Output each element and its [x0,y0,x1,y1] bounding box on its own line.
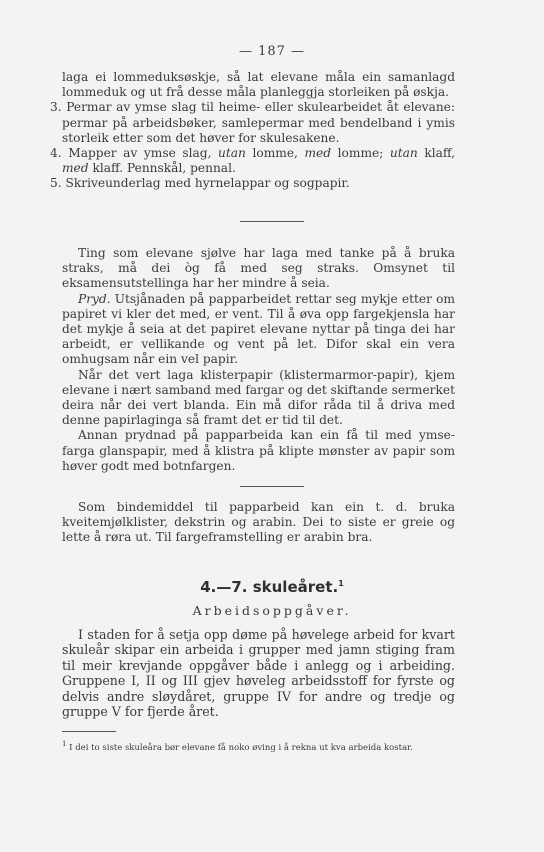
list-item-number: 4. [50,146,62,161]
paragraph: Når det vert laga klisterpapir (klistermarmor-papir), kjem elevane i nært samband med fargar og det skiftande sermerket deira når dei vert blanda. Ein må difor råda til å driva med denne papirlaginga så framt det er tid til det. [62,367,455,428]
section-heading [0,578,544,596]
footnote-text: I dei to siste skuleåra bør elevane få noko øving i å rekna ut kva arbeida kostar. [66,742,413,753]
list-item-5 [50,176,455,191]
footnote [62,738,455,754]
list-item-text: lomme, [245,146,305,161]
list-item-number: 5. [50,176,62,191]
list-item-text: Permar av ymse slag til heime- eller skulearbeidet åt elevane: permar på arbeidsbøker, samlepermar med bendelband i ymis storleik etter som det høver for skulesakene. [62,100,455,145]
list-item-4 [50,146,455,176]
paragraph: Annan prydnad på papparbeida kan ein få til med ymse-farga glanspapir, med å klistra på klipte mønster av papir som høver godt med botnfargen. [62,428,455,473]
list-item-text: klaff. Pennskål, pennal. [88,161,236,176]
list-item-italic: med [304,146,332,161]
list-item-text: Skriveunderlag med hyrnelappar og sogpapir. [65,176,350,191]
section-c [62,500,455,546]
list-intro-text: laga ei lommeduksøskje, så lat elevane måla ein samanlagd lommeduk og ut frå desse måla planleggja storleiken på øskja. [62,70,455,100]
section-divider [240,486,304,487]
paragraph-text: Utsjånaden på papparbeidet rettar seg mykje etter om papiret vi kler det med, er vent. Til å øva opp fargekjensla har det mykje å seia at det papiret elevane nyttar på tinga dei har arbeidt, er vellikande og vent på let. Difor skal ein vera omhugsam når ein vel papir. [62,291,455,367]
paragraph: Som bindemiddel til papparbeid kan ein t. d. bruka kveitemjølklister, dekstrin og arabin. Dei to siste er greie og lette å røra ut. Til fargeframstelling er arabin bra. [62,500,455,545]
list-item-italic: med [62,161,89,176]
page-number: — 187 — [238,44,306,59]
footnote-rule [62,731,116,732]
list-item-italic: utan [389,146,418,161]
list-item-text: Mapper av ymse slag, [68,146,219,161]
paragraph: Ting som elevane sjølve har laga med tanke på å bruka straks, må dei òg få med seg straks. Omsynet til eksamensutstellinga har her mindre å seia. [62,246,455,291]
paragraph-label: Pryd. [78,291,111,306]
footnote-number: 1 [62,740,67,748]
heading-title: 4.—7. skuleåret. [200,578,339,596]
list-item-italic: utan [218,146,246,161]
paragraph: I staden for å setja opp døme på høvelege arbeid for kvart skuleår skipar ein arbeida i grupper med jamn stiging fram til meir krevjande oppgåver både i anlegg og i arbeiding. Gruppene I, II og III gjev høveleg arbeidsstoff for fyrste og delvis andre sløydåret, gruppe IV for andre og tredje og gruppe V for fjerde året. [62,627,455,720]
list-item-number: 3. [50,100,62,115]
list-section [50,70,455,192]
list-item-text: klaff, [417,146,455,161]
section-subheading: Arbeidsoppgåver. [192,603,352,618]
list-item-3 [50,100,455,146]
section-b [62,246,455,474]
section-d [62,627,455,719]
list-item-text: lomme; [331,146,390,161]
paragraph [62,292,455,368]
section-divider [240,221,304,222]
footnote-marker: 1 [338,579,344,588]
